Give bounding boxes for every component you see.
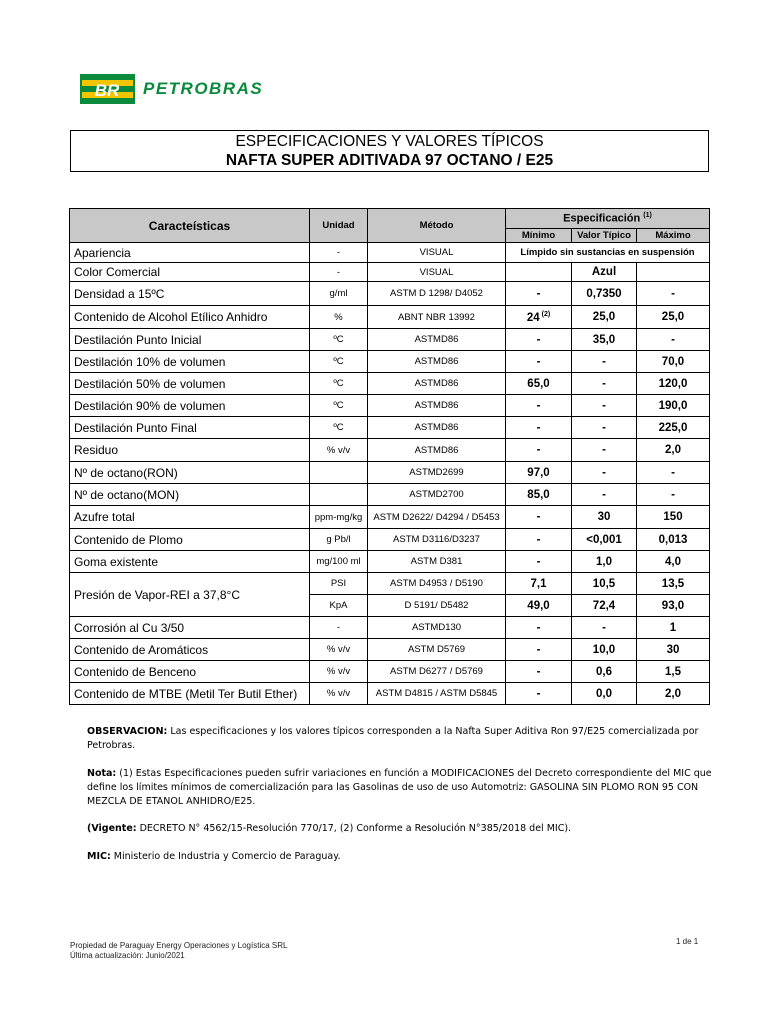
- method-cell: ASTM D 1298/ D4052: [368, 282, 506, 306]
- min-value: -: [536, 287, 541, 300]
- unit-cell: ppm-mg/kg: [310, 506, 368, 529]
- nota-label: Nota:: [87, 768, 117, 779]
- vigente-note: [87, 822, 727, 836]
- characteristic-name: Apariencia: [70, 243, 310, 263]
- header-unit: Unidad: [310, 209, 368, 243]
- unit-cell: % v/v: [310, 639, 368, 661]
- typical-cell: 25,0: [572, 306, 637, 329]
- document-title: ESPECIFICACIONES Y VALORES TÍPICOS: [235, 133, 544, 150]
- table-row: [70, 306, 710, 329]
- min-value: -: [536, 555, 541, 568]
- min-cell: [506, 595, 572, 617]
- min-cell: [506, 529, 572, 551]
- header-method: Método: [368, 209, 506, 243]
- method-cell: ASTMD130: [368, 617, 506, 639]
- vigente-label: (Vigente:: [87, 823, 137, 834]
- petrobras-logo: [80, 74, 263, 104]
- unit-cell: -: [310, 263, 368, 282]
- typical-cell: 10,5: [572, 573, 637, 595]
- unit-cell: -: [310, 243, 368, 263]
- min-value: -: [536, 421, 541, 434]
- max-cell: -: [637, 329, 710, 351]
- header-max: Máximo: [637, 229, 710, 243]
- typical-cell: -: [572, 462, 637, 484]
- footer-updated: Última actualización: Junio/2021: [70, 951, 185, 960]
- min-cell: [506, 395, 572, 417]
- typical-cell: 0,6: [572, 661, 637, 683]
- document-title-box: [70, 130, 709, 172]
- unit-cell: ºC: [310, 417, 368, 439]
- method-cell: ASTMD2700: [368, 484, 506, 506]
- unit-cell: [310, 462, 368, 484]
- observation-note: [87, 725, 727, 753]
- min-value: 49,0: [527, 599, 550, 612]
- min-value: 65,0: [527, 377, 550, 390]
- min-cell: [506, 573, 572, 595]
- min-value: 97,0: [527, 466, 550, 479]
- method-cell: ASTM D5769: [368, 639, 506, 661]
- max-cell: 25,0: [637, 306, 710, 329]
- typical-cell: Azul: [572, 263, 637, 282]
- table-row: [70, 551, 710, 573]
- method-cell: ASTM D3116/D3237: [368, 529, 506, 551]
- nota-text: (1) Estas Especificaciones pueden sufrir variaciones en función a MODIFICACIONES del Decreto correspondiente del MIC que define los límites mínimos de comercialización para las Gasolinas de uso de uso Automotriz: GASOLINA SIN PLOMO RON 95 CON MEZCLA DE ETANOL ANHIDRO/E25.: [87, 768, 712, 807]
- max-cell: 1,5: [637, 661, 710, 683]
- method-cell: VISUAL: [368, 263, 506, 282]
- min-value: -: [536, 533, 541, 546]
- max-cell: -: [637, 484, 710, 506]
- method-cell: ABNT NBR 13992: [368, 306, 506, 329]
- table-row: [70, 243, 710, 263]
- method-cell: ASTM D4815 / ASTM D5845: [368, 683, 506, 705]
- characteristic-name: Destilación Punto Final: [70, 417, 310, 439]
- unit-cell: %: [310, 306, 368, 329]
- observation-text: Las especificaciones y los valores típicos corresponden a la Nafta Super Aditiva Ron 97/E25 comercializada por Petrobras.: [87, 726, 699, 751]
- characteristic-name: Color Comercial: [70, 263, 310, 282]
- mic-text: Ministerio de Industria y Comercio de Paraguay.: [110, 851, 341, 862]
- characteristic-name: Destilación 10% de volumen: [70, 351, 310, 373]
- table-row: [70, 395, 710, 417]
- characteristic-name: Azufre total: [70, 506, 310, 529]
- mic-note: [87, 850, 727, 864]
- header-specification-label: Especificación: [563, 212, 641, 225]
- specification-table: [69, 208, 710, 705]
- characteristic-name: Destilación 50% de volumen: [70, 373, 310, 395]
- max-cell: -: [637, 462, 710, 484]
- min-value: -: [536, 665, 541, 678]
- min-cell: [506, 551, 572, 573]
- min-cell: [506, 462, 572, 484]
- max-cell: 4,0: [637, 551, 710, 573]
- unit-cell: % v/v: [310, 661, 368, 683]
- typical-cell: 0,0: [572, 683, 637, 705]
- method-cell: VISUAL: [368, 243, 506, 263]
- max-cell: 0,013: [637, 529, 710, 551]
- characteristic-name: Corrosión al Cu 3/50: [70, 617, 310, 639]
- method-cell: ASTMD2699: [368, 462, 506, 484]
- characteristic-name: Contenido de Plomo: [70, 529, 310, 551]
- characteristic-name: Contenido de Aromáticos: [70, 639, 310, 661]
- min-note: (2): [541, 310, 551, 318]
- method-cell: ASTMD86: [368, 417, 506, 439]
- max-cell: 120,0: [637, 373, 710, 395]
- method-cell: ASTM D2622/ D4294 / D5453: [368, 506, 506, 529]
- min-cell: [506, 351, 572, 373]
- unit-cell: ºC: [310, 351, 368, 373]
- specification-span: Límpido sin sustancias en suspensión: [506, 243, 710, 263]
- header-min: Mínimo: [506, 229, 572, 243]
- characteristic-name: Goma existente: [70, 551, 310, 573]
- observation-label: OBSERVACION:: [87, 726, 168, 737]
- min-cell: [506, 506, 572, 529]
- typical-cell: 72,4: [572, 595, 637, 617]
- min-cell: [506, 417, 572, 439]
- unit-cell: % v/v: [310, 439, 368, 462]
- table-row: [70, 506, 710, 529]
- max-cell: 93,0: [637, 595, 710, 617]
- characteristic-name: Residuo: [70, 439, 310, 462]
- table-row: [70, 484, 710, 506]
- typical-cell: -: [572, 484, 637, 506]
- characteristic-name: Presión de Vapor-REI a 37,8°C: [70, 573, 310, 617]
- table-row: [70, 439, 710, 462]
- unit-cell: g Pb/l: [310, 529, 368, 551]
- typical-cell: -: [572, 351, 637, 373]
- max-cell: 13,5: [637, 573, 710, 595]
- min-value: -: [536, 444, 541, 456]
- method-cell: ASTMD86: [368, 395, 506, 417]
- footer: [70, 941, 287, 961]
- characteristic-name: Contenido de Alcohol Etílico Anhidro: [70, 306, 310, 329]
- header-specification: [506, 209, 710, 229]
- footer-owner: Propiedad de Paraguay Energy Operaciones y Logística SRL: [70, 941, 288, 950]
- header-characteristics: Caracteísticas: [70, 209, 310, 243]
- min-cell: [506, 282, 572, 306]
- max-cell: 2,0: [637, 439, 710, 462]
- min-cell: [506, 439, 572, 462]
- unit-cell: -: [310, 617, 368, 639]
- table-row: [70, 417, 710, 439]
- typical-cell: -: [572, 439, 637, 462]
- max-cell: 30: [637, 639, 710, 661]
- header-typical: Valor Típico: [572, 229, 637, 243]
- min-value: -: [536, 621, 541, 634]
- max-cell: -: [637, 282, 710, 306]
- table-row: [70, 282, 710, 306]
- table-row: [70, 329, 710, 351]
- max-cell: 70,0: [637, 351, 710, 373]
- min-cell: [506, 617, 572, 639]
- product-name: NAFTA SUPER ADITIVADA 97 OCTANO / E25: [225, 152, 554, 169]
- mic-label: MIC:: [87, 851, 111, 862]
- typical-cell: -: [572, 617, 637, 639]
- characteristic-name: Destilación 90% de volumen: [70, 395, 310, 417]
- max-cell: 150: [637, 506, 710, 529]
- unit-cell: mg/100 ml: [310, 551, 368, 573]
- min-cell: [506, 263, 572, 282]
- method-cell: D 5191/ D5482: [368, 595, 506, 617]
- method-cell: ASTM D4953 / D5190: [368, 573, 506, 595]
- unit-cell: PSI: [310, 573, 368, 595]
- method-cell: ASTMD86: [368, 439, 506, 462]
- typical-cell: 1,0: [572, 551, 637, 573]
- min-value: -: [536, 687, 541, 700]
- characteristic-name: Nº de octano(RON): [70, 462, 310, 484]
- characteristic-name: Contenido de MTBE (Metil Ter Butil Ether): [70, 683, 310, 705]
- method-cell: ASTM D381: [368, 551, 506, 573]
- unit-cell: ºC: [310, 329, 368, 351]
- typical-cell: 35,0: [572, 329, 637, 351]
- table-row: [70, 661, 710, 683]
- table-row: [70, 462, 710, 484]
- nota-note: [87, 767, 727, 809]
- min-cell: [506, 639, 572, 661]
- typical-cell: -: [572, 395, 637, 417]
- header-specification-note: (1): [643, 212, 652, 220]
- max-cell: [637, 263, 710, 282]
- min-cell: [506, 683, 572, 705]
- table-row: [70, 683, 710, 705]
- brand-name: PETROBRAS: [143, 79, 264, 98]
- method-cell: ASTM D6277 / D5769: [368, 661, 506, 683]
- min-value: 24: [526, 311, 540, 324]
- table-row: [70, 529, 710, 551]
- unit-cell: ºC: [310, 373, 368, 395]
- characteristic-name: Nº de octano(MON): [70, 484, 310, 506]
- method-cell: ASTMD86: [368, 329, 506, 351]
- table-row: [70, 639, 710, 661]
- page-number: 1 de 1: [676, 937, 699, 946]
- max-cell: 190,0: [637, 395, 710, 417]
- typical-cell: 30: [572, 506, 637, 529]
- table-row: [70, 373, 710, 395]
- typical-cell: 0,7350: [572, 282, 637, 306]
- min-value: -: [536, 333, 541, 346]
- characteristic-name: Contenido de Benceno: [70, 661, 310, 683]
- max-cell: 2,0: [637, 683, 710, 705]
- min-value: 7,1: [530, 577, 547, 590]
- unit-cell: KpA: [310, 595, 368, 617]
- table-row: [70, 573, 710, 595]
- table-row: [70, 263, 710, 282]
- max-cell: 225,0: [637, 417, 710, 439]
- typical-cell: -: [572, 373, 637, 395]
- min-cell: [506, 484, 572, 506]
- min-value: -: [536, 511, 541, 523]
- method-cell: ASTMD86: [368, 351, 506, 373]
- typical-cell: <0,001: [572, 529, 637, 551]
- min-cell: [506, 661, 572, 683]
- min-cell: [506, 306, 572, 329]
- typical-cell: -: [572, 417, 637, 439]
- unit-cell: [310, 484, 368, 506]
- br-logo-icon: [80, 74, 135, 104]
- vigente-text: DECRETO N° 4562/15-Resolución 770/17, (2) Conforme a Resolución N°385/2018 del MIC).: [136, 823, 572, 834]
- characteristic-name: Densidad a 15ºC: [70, 282, 310, 306]
- br-logo-text: BR: [94, 81, 120, 100]
- table-row: [70, 617, 710, 639]
- typical-cell: 10,0: [572, 639, 637, 661]
- min-value: -: [536, 355, 541, 368]
- unit-cell: ºC: [310, 395, 368, 417]
- min-value: -: [536, 399, 541, 412]
- unit-cell: g/ml: [310, 282, 368, 306]
- max-cell: 1: [637, 617, 710, 639]
- unit-cell: % v/v: [310, 683, 368, 705]
- table-row: [70, 351, 710, 373]
- min-cell: [506, 373, 572, 395]
- characteristic-name: Destilación Punto Inicial: [70, 329, 310, 351]
- method-cell: ASTMD86: [368, 373, 506, 395]
- min-value: 85,0: [527, 488, 550, 501]
- min-cell: [506, 329, 572, 351]
- min-value: -: [536, 643, 541, 656]
